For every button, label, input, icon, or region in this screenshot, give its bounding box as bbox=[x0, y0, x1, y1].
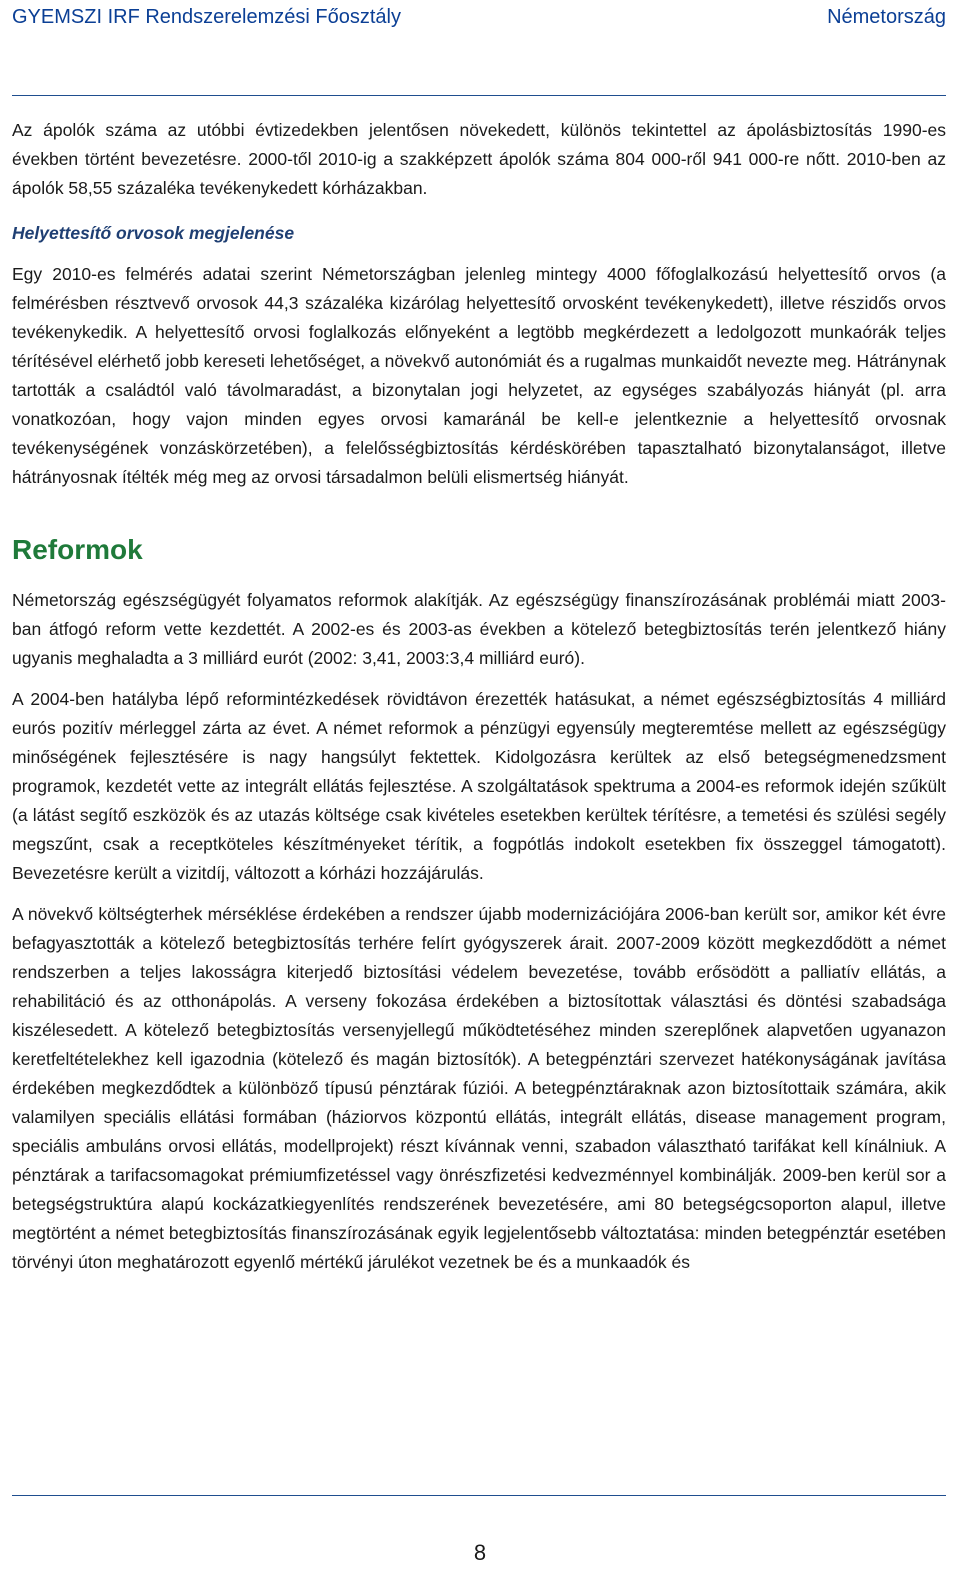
page-header bbox=[12, 0, 946, 34]
reform-paragraph-2: A 2004-ben hatályba lépő reformintézkedések rövidtávon érezették hatásukat, a német egészségbiztosítás 4 milliárd eurós pozitív mérleggel zárta az évet. A német reformok a pénzügyi egyensúly megteremtése mellett az egészségügy minőségének fejlesztésére is nagy hangsúlyt fektettek. Kidolgozásra kerültek az első betegségmenedzsment programok, kezdetét vette az integrált ellátás fejlesztése. A szolgáltatások spektruma a 2004-es reformok idején szűkült (a látást segítő eszközök és az utazás költsége csak kivételes esetekben kerültek térítésre, a temetési és szülési segély megszűnt, csak a receptköteles készítményeket térítik, a fogpótlás indokolt esetekben fix összeggel támogatott). Bevezetésre került a vizitdíj, változott a kórházi hozzájárulás. bbox=[12, 689, 946, 883]
subsection-heading: Helyettesítő orvosok megjelenése bbox=[12, 223, 295, 243]
subsection-paragraph: Egy 2010-es felmérés adatai szerint Németországban jelenleg mintegy 4000 főfoglalkozású helyettesítő orvos (a felmérésben résztvevő orvosok 44,3 százaléka kizárólag helyettesítő orvosként tevékenykedett), illetve részidős orvos tevékenykedik. A helyettesítő orvosi foglalkozás előnyeként a legtöbb megkérdezett a ledolgozott munkaórák teljes térítésével elérhető jobb kereseti lehetőséget, a növekvő autonómiát és a rugalmas munkaidőt nevezte meg. Hátránynak tartották a családtól való távolmaradást, a bizonytalan jogi helyzetet, az egységes szabályozás hiányát (pl. arra vonatkozóan, hogy vajon minden egyes orvosi kamaránál be kell-e jelentkeznie a helyettesítő orvosnak tevékenységének vonzáskörzetében), a felelősségbiztosítás kérdéskörében tapasztalható bizonytalanságot, illetve hátrányosnak ítélték még meg az orvosi társadalmon belüli elismertség hiányát. bbox=[12, 264, 946, 487]
section-title: Reformok bbox=[12, 534, 143, 565]
document-body bbox=[12, 116, 946, 1277]
footer-divider bbox=[12, 1495, 946, 1496]
reform-paragraph-1: Németország egészségügyét folyamatos reformok alakítják. Az egészségügy finanszírozásának problémái miatt 2003-ban átfogó reform vette kezdettét. A 2002-es és 2003-as években a kötelező betegbiztosítás terén jelentkező hiány ugyanis meghaladta a 3 milliárd eurót (2002: 3,41, 2003:3,4 milliárd euró). bbox=[12, 590, 946, 668]
header-country: Németország bbox=[827, 5, 946, 28]
intro-paragraph: Az ápolók száma az utóbbi évtizedekben jelentősen növekedett, különös tekintettel az ápolásbiztosítás 1990-es években történt bevezetésre. 2000-től 2010-ig a szakképzett ápolók száma 804 000-ről 941 000-re nőtt. 2010-ben az ápolók 58,55 százaléka tevékenykedett kórházakban. bbox=[12, 120, 946, 198]
header-organization: GYEMSZI IRF Rendszerelemzési Főosztály bbox=[12, 5, 401, 28]
reform-paragraph-3: A növekvő költségterhek mérséklése érdekében a rendszer újabb modernizációjára 2006-ban került sor, amikor két évre befagyasztották a kötelező betegbiztosítás terhére felírt gyógyszerek árait. 2007-2009 között megkezdődött a német rendszerben a teljes lakosságra kiterjedő biztosítási védelem bevezetése, tovább erősödött a palliatív ellátás, a rehabilitáció és az otthonápolás. A verseny fokozása érdekében a biztosítottak választási és döntési szabadsága kiszélesedett. A kötelező betegbiztosítás versenyjellegű működtetéséhez minden szereplőnek alapvetően ugyanazon keretfeltételekhez kell igazodnia (kötelező és magán biztosítók). A betegpénztári szervezet hatékonyságának javítása érdekében megkezdődtek a különböző típusú pénztárak fúziói. A betegpénztáraknak azon biztosítottaik számára, akik valamilyen speciális ellátási formában (háziorvos központú ellátás, integrált ellátás, disease management program, speciális ambuláns orvosi ellátás, modellprojekt) részt kívánnak venni, szabadon választható tarifákat kell kínálniuk. A pénztárak a tarifacsomagokat prémiumfizetéssel vagy önrészfizetési kedvezménnyel kombinálják. 2009-ben kerül sor a betegségstruktúra alapú kockázatkiegyenlítés rendszerének bevezetésére, ami 80 betegségcsoporton alapul, illetve megtörtént a német betegbiztosítás finanszírozásának egyik legjelentősebb változtatása: minden betegpénztár esetében törvényi úton meghatározott egyenlő mértékű járulékot vezetnek be és a munkaadók és bbox=[12, 904, 946, 1272]
page-number: 8 bbox=[473, 1540, 487, 1565]
header-divider bbox=[12, 95, 946, 96]
